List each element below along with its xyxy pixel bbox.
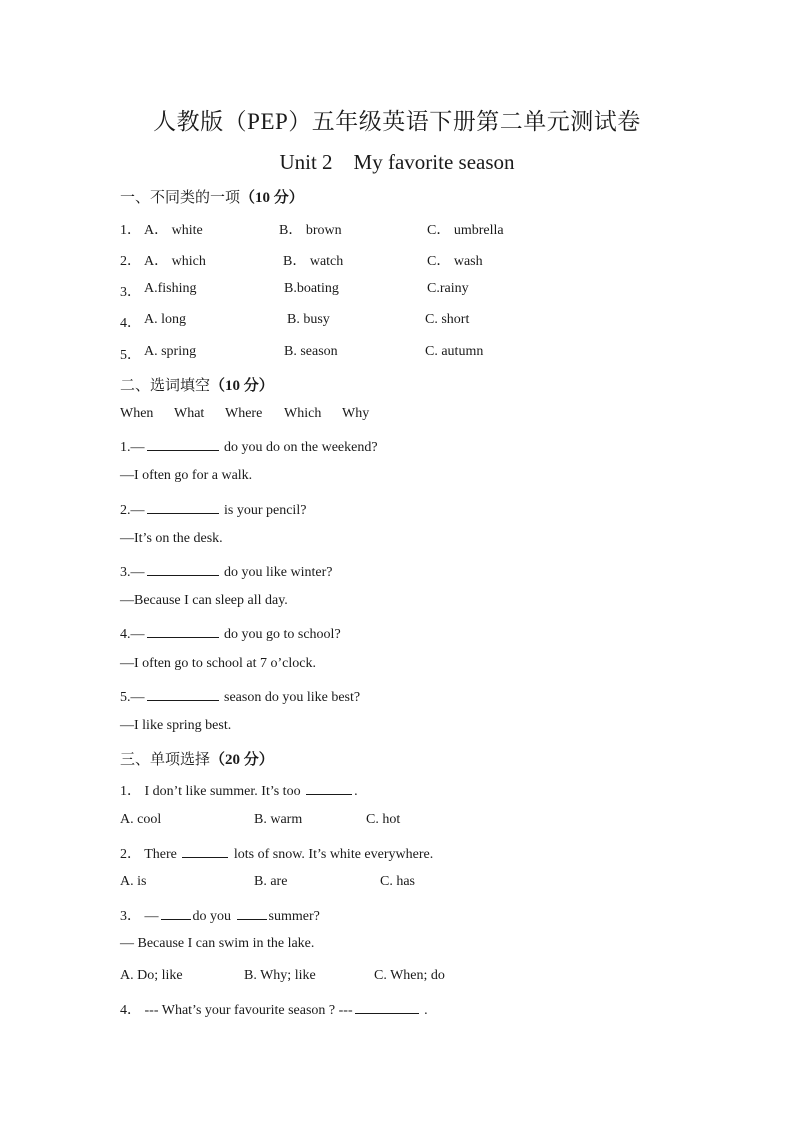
fill-question: 3.— do you like winter? (120, 562, 332, 581)
option-a: A. spring (144, 344, 197, 359)
option-c: C． wash (427, 254, 483, 269)
section-1-heading: 一、不同类的一项（10 分） (120, 190, 304, 206)
option-b: B.boating (284, 281, 339, 296)
option-b: B． brown (279, 223, 342, 238)
option-b: B. busy (287, 312, 330, 327)
option-b: B. are (254, 874, 288, 889)
page-subtitle: Unit 2 My favorite season (279, 150, 515, 174)
answer-blank[interactable] (147, 500, 219, 514)
option-a: A． white (144, 223, 203, 238)
answer-blank[interactable] (306, 781, 352, 795)
option-c: C. short (425, 312, 470, 327)
fill-answer: —It’s on the desk. (120, 531, 223, 546)
question-number: 5． (120, 348, 141, 363)
fill-answer: —I like spring best. (120, 718, 232, 733)
option-a: A. cool (120, 812, 162, 827)
option-c: C. When; do (374, 968, 445, 983)
page-title: 人教版（PEP）五年级英语下册第二单元测试卷 (153, 109, 641, 134)
option-c: C． umbrella (427, 223, 504, 238)
option-a: A.fishing (144, 281, 197, 296)
word-bank-item: Which (284, 406, 322, 421)
answer-blank[interactable] (147, 562, 219, 576)
choice-question: 3． — do you summer? (120, 905, 320, 925)
fill-answer: —I often go for a walk. (120, 468, 253, 483)
answer-blank[interactable] (237, 906, 267, 920)
choice-question: 2． There lots of snow. It’s white everywhere. (120, 843, 433, 863)
fill-answer: —I often go to school at 7 o’clock. (120, 656, 316, 671)
section-2-heading: 二、选词填空（10 分） (120, 378, 274, 394)
question-number: 1． (120, 223, 141, 238)
section-3-heading: 三、单项选择（20 分） (120, 752, 274, 768)
word-bank-item: Where (225, 406, 263, 421)
fill-question: 1.— do you do on the weekend? (120, 437, 378, 456)
fill-question: 4.— do you go to school? (120, 624, 341, 643)
answer-blank[interactable] (355, 1000, 419, 1014)
option-b: B. warm (254, 812, 303, 827)
option-c: C. has (380, 874, 415, 889)
choice-answer: — Because I can swim in the lake. (120, 936, 315, 951)
fill-answer: —Because I can sleep all day. (120, 593, 288, 608)
choice-question: 4． --- What’s your favourite season ? --- . (120, 999, 428, 1019)
fill-question: 5.— season do you like best? (120, 687, 360, 706)
word-bank-item: When (120, 406, 154, 421)
word-bank-item: What (174, 406, 205, 421)
answer-blank[interactable] (182, 844, 228, 858)
option-a: A. long (144, 312, 186, 327)
answer-blank[interactable] (161, 906, 191, 920)
question-number: 4． (120, 316, 141, 331)
choice-question: 1． I don’t like summer. It’s too . (120, 780, 358, 800)
option-b: B． watch (283, 254, 344, 269)
question-number: 3． (120, 285, 141, 300)
option-c: C. hot (366, 812, 401, 827)
option-b: B. Why; like (244, 968, 316, 983)
answer-blank[interactable] (147, 687, 219, 701)
question-number: 2． (120, 254, 141, 269)
option-a: A. Do; like (120, 968, 183, 983)
option-a: A. is (120, 874, 147, 889)
option-b: B. season (284, 344, 338, 359)
answer-blank[interactable] (147, 437, 219, 451)
option-a: A． which (144, 254, 206, 269)
answer-blank[interactable] (147, 624, 219, 638)
word-bank-item: Why (342, 406, 370, 421)
option-c: C.rainy (427, 281, 469, 296)
option-c: C. autumn (425, 344, 484, 359)
fill-question: 2.— is your pencil? (120, 500, 306, 519)
